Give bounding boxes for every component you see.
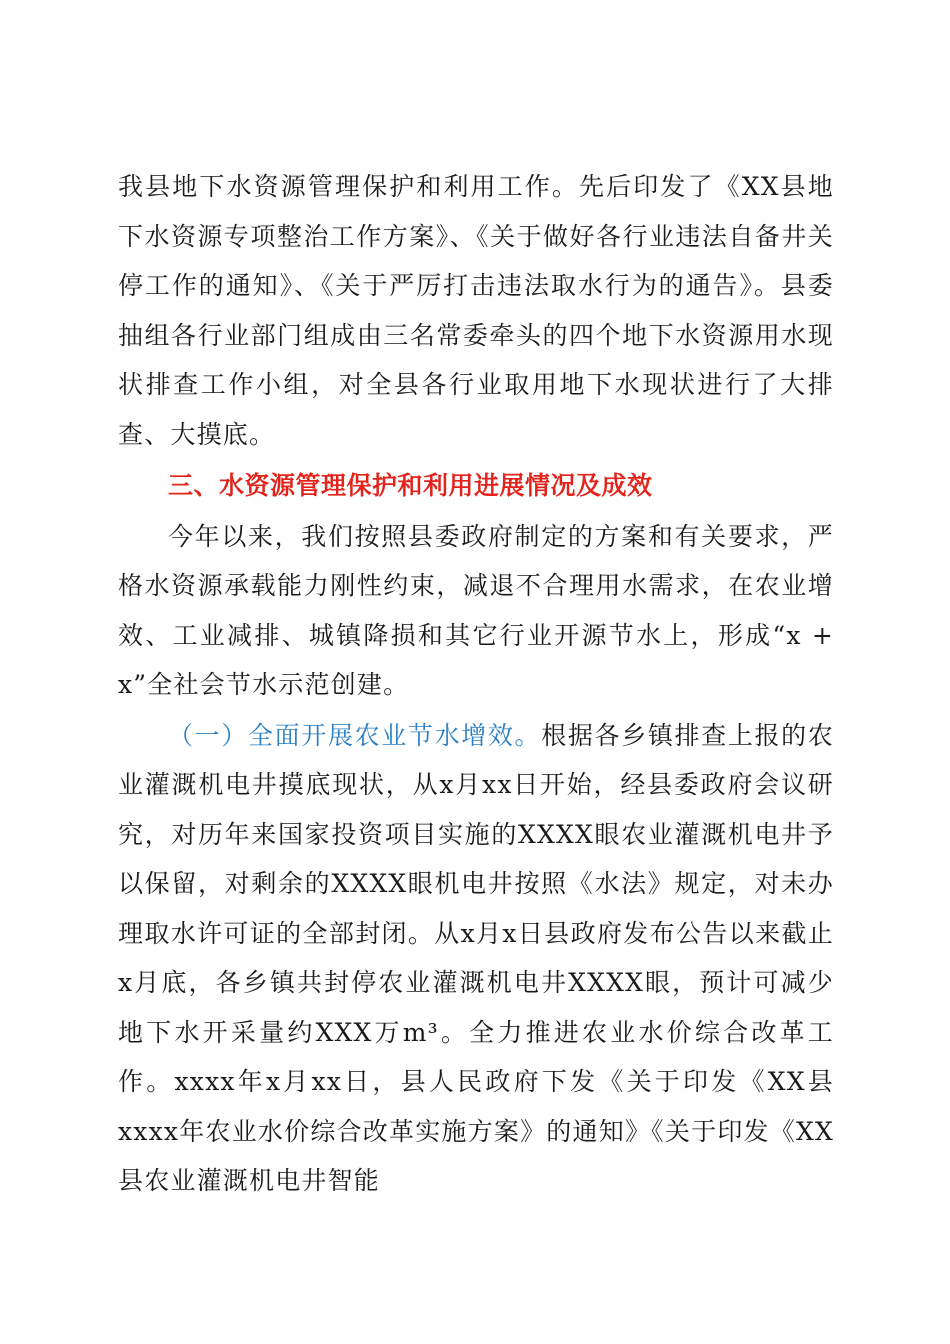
paragraph-intro: 我县地下水资源管理保护和利用工作。先后印发了《XX县地下水资源专项整治工作方案》、《关于做好各行业违法自备井关停工作的通知》、《关于严厉打击违法取水行为的通告》。县委抽组各行业部门组成由三名常委牵头的四个地下水资源用水现状排查工作小组，对全县各行业取用地下水现状进行了大排查、大摸底。 [118, 172, 834, 449]
paragraph-subsection [118, 711, 834, 1206]
paragraph-section: 今年以来，我们按照县委政府制定的方案和有关要求，严格水资源承载能力刚性约束，减退不合理用水需求，在农业增效、工业减排、城镇降损和其它行业开源节水上，形成“x + x”全社会节水示范创建。 [118, 521, 834, 699]
section-heading: 三、水资源管理保护和利用进展情况及成效 [168, 471, 653, 500]
document-body [118, 162, 834, 1206]
paragraph-subsection-text: 根据各乡镇排查上报的农业灌溉机电井摸底现状，从x月xx日开始，经县委政府会议研究，对历年来国家投资项目实施的XXXX眼农业灌溉机电井予以保留，对剩余的XXXX眼机电井按照《水法》规定，对未办理取水许可证的全部封闭。从x月x日县政府发布公告以来截止x月底，各乡镇共封停农业灌溉机电井XXXX眼，预计可减少地下水开采量约XXX万m³。全力推进农业水价综合改革工作。xxxx年x月xx日，县人民政府下发《关于印发《XX县xxxx年农业水价综合改革实施方案》的通知》《关于印发《XX县农业灌溉机电井智能 [118, 720, 834, 1195]
subsection-heading: （一）全面开展农业节水增效。 [168, 720, 542, 750]
